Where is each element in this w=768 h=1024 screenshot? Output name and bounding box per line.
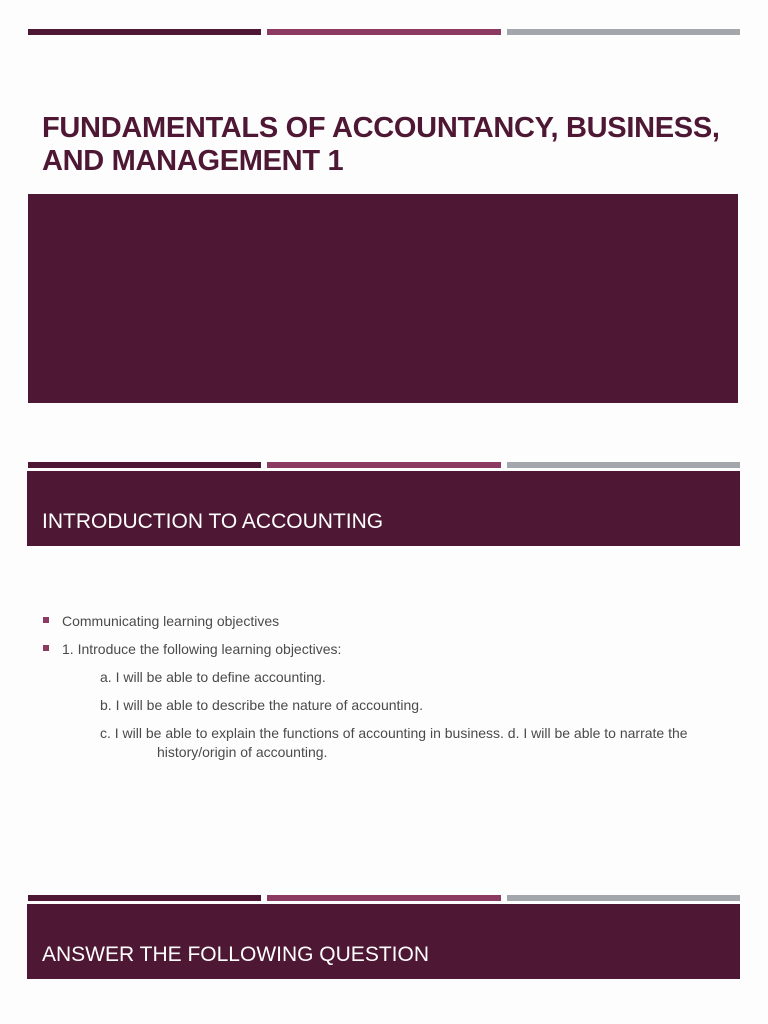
- accent-segment-medium: [267, 895, 500, 901]
- accent-segment-medium: [267, 462, 500, 468]
- accent-segment-gray: [507, 895, 740, 901]
- list-item-text: 1. Introduce the following learning objectives:: [62, 641, 342, 657]
- section-header-text: INTRODUCTION TO ACCOUNTING: [42, 510, 384, 533]
- objective-item: c. I will be able to explain the functions of accounting in business. d. I will be able to narrate the history/origin of accounting.: [100, 725, 688, 760]
- accent-segment-gray: [507, 29, 740, 35]
- square-bullet-icon: [43, 645, 49, 651]
- objective-item: a. I will be able to define accounting.: [100, 669, 326, 685]
- list-item: [43, 640, 733, 658]
- section-header: [27, 904, 740, 979]
- accent-segment-dark: [28, 29, 261, 35]
- accent-bar: [28, 29, 740, 35]
- title-color-block: [28, 194, 738, 403]
- accent-segment-gray: [507, 462, 740, 468]
- list-item: [43, 612, 733, 630]
- accent-bar: [28, 462, 740, 468]
- square-bullet-icon: [43, 617, 49, 623]
- accent-bar: [28, 895, 740, 901]
- objective-item: b. I will be able to describe the nature of accounting.: [100, 697, 423, 713]
- accent-segment-medium: [267, 29, 500, 35]
- section-header: [27, 471, 740, 546]
- accent-segment-dark: [28, 895, 261, 901]
- list-item-text: Communicating learning objectives: [62, 613, 280, 629]
- accent-segment-dark: [28, 462, 261, 468]
- slide-title: FUNDAMENTALS OF ACCOUNTANCY, BUSINESS, AND MANAGEMENT 1: [42, 112, 720, 177]
- section-header-text: ANSWER THE FOLLOWING QUESTION: [42, 943, 429, 966]
- bullet-list: [43, 612, 733, 668]
- learning-objectives: [100, 668, 730, 771]
